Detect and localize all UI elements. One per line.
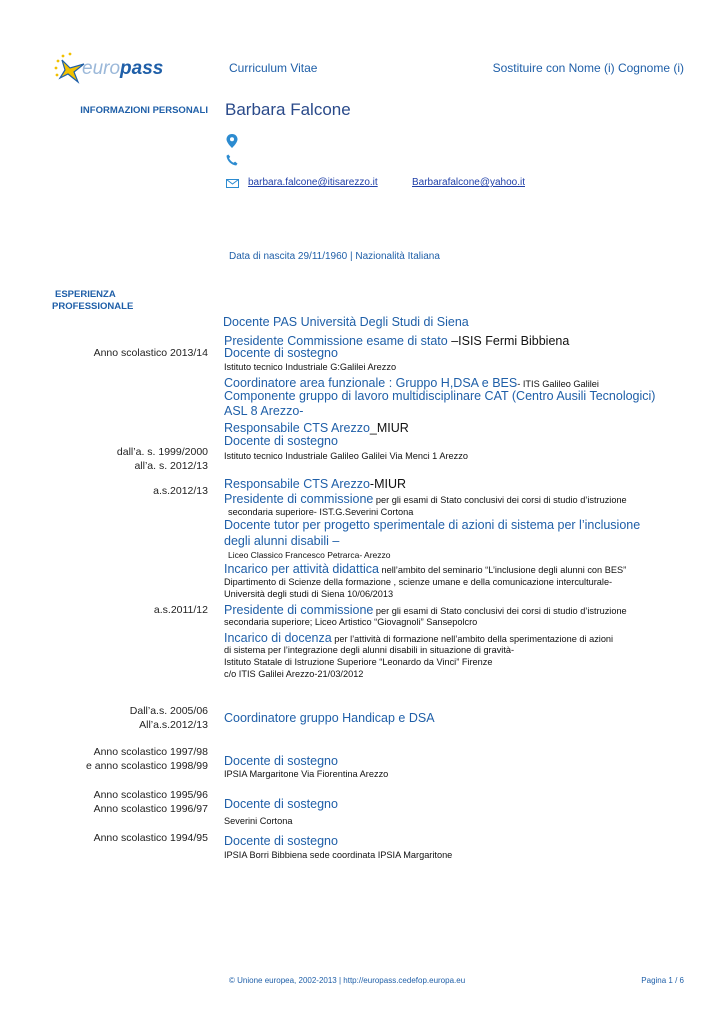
period-label: Anno scolastico 1997/98 <box>93 746 208 758</box>
employer: IPSIA Margaritone Via Fiorentina Arezzo <box>224 769 389 779</box>
employer: c/o ITIS Galilei Arezzo-21/03/2012 <box>224 669 364 679</box>
job-title <box>224 490 627 508</box>
logo-text-euro: euro <box>82 58 121 79</box>
period-label: All’a.s.2012/13 <box>139 719 208 731</box>
period-label: a.s.2011/12 <box>153 604 208 616</box>
employer: Severini Cortona <box>224 816 293 826</box>
period-label: dall’a. s. 1999/2000 <box>116 446 208 458</box>
employer: Istituto Statale di Istruzione Superiore “Leonardo da Vinci” Firenze <box>224 657 493 667</box>
job-title-text: Responsabile CTS Arezzo <box>224 421 370 435</box>
job-desc-text: per l’attività di formazione nell’ambito della sperimentazione di azioni <box>331 634 614 644</box>
email-link-1[interactable]: barbara.falcone@itisarezzo.it <box>248 177 378 188</box>
period-label: all’a. s. 2012/13 <box>134 460 208 472</box>
employer: secondaria superiore; Liceo Artistico “Giovagnoli” Sansepolcro <box>224 617 478 627</box>
job-title-text: Incarico di docenza <box>224 631 332 645</box>
job-title: Docente di sostegno <box>224 434 338 448</box>
job-place-text: _MIUR <box>369 421 409 435</box>
employer: di sistema per l’integrazione degli alunni disabili in situazione di gravità- <box>224 645 515 655</box>
footer-copyright: © Unione europea, 2002-2013 | http://europass.cedefop.europa.eu <box>229 976 466 985</box>
job-title-text: Coordinatore area funzionale : Gruppo H,DSA e BES <box>224 376 518 390</box>
job-title: ASL 8 Arezzo- <box>224 404 304 418</box>
experience-label-1: ESPERIENZA <box>55 289 116 300</box>
period-label: e anno scolastico 1998/99 <box>85 760 208 772</box>
job-title: Docente di sostegno <box>224 834 338 848</box>
period-label: Anno scolastico 2013/14 <box>93 347 208 359</box>
birth-nationality: Data di nascita 29/11/1960 | Nazionalità Italiana <box>229 251 440 262</box>
period-label: Dall’a.s. 2005/06 <box>129 705 208 717</box>
email-icon <box>226 179 239 188</box>
job-desc-text: per gli esami di Stato conclusivi dei corsi di studio d’istruzione <box>373 606 627 616</box>
job-title: Docente tutor per progetto sperimentale di azioni di sistema per l’inclusione <box>224 518 641 532</box>
footer-page-number: Pagina 1 / 6 <box>641 976 684 985</box>
employer: secondaria superiore- IST.G.Severini Cortona <box>228 507 414 517</box>
employer: Istituto tecnico Industriale Galileo Galilei Via Menci 1 Arezzo <box>224 451 468 461</box>
job-place-text: - ITIS Galileo Galilei <box>517 379 599 389</box>
period-label: Anno scolastico 1996/97 <box>93 803 208 815</box>
europass-logo <box>48 50 164 84</box>
name-placeholder: Sostituire con Nome (i) Cognome (i) <box>492 61 684 75</box>
job-title-text: Responsabile CTS Arezzo <box>224 477 370 491</box>
employer: Istituto tecnico Industriale G:Galilei Arezzo <box>224 362 397 372</box>
period-label: a.s.2012/13 <box>153 485 208 497</box>
period-label: Anno scolastico 1995/96 <box>93 789 208 801</box>
phone-icon <box>226 154 238 166</box>
job-title: Docente di sostegno <box>224 754 338 768</box>
job-desc-text: nell’ambito del seminario “L’inclusione degli alunni con BES” <box>378 565 627 575</box>
employer: Liceo Classico Francesco Petrarca- Arezzo <box>228 550 391 560</box>
job-title-text: Incarico per attività didattica <box>224 562 379 576</box>
job-title: Coordinatore gruppo Handicap e DSA <box>224 711 435 725</box>
job-title-text: Presidente Commissione esame di stato <box>224 334 448 348</box>
employer: IPSIA Borri Bibbiena sede coordinata IPSIA Margaritone <box>224 850 453 860</box>
job-title: Docente di sostegno <box>224 346 338 360</box>
job-place-text: -MIUR <box>369 477 407 491</box>
employer: Università degli studi di Siena 10/06/2013 <box>224 589 394 599</box>
job-title-text: Presidente di commissione <box>224 603 374 617</box>
cv-title: Curriculum Vitae <box>229 61 318 75</box>
job-desc-text: per gli esami di Stato conclusivi dei corsi di studio d’istruzione <box>373 495 627 505</box>
job-title: Docente di sostegno <box>224 797 338 811</box>
experience-label-2: PROFESSIONALE <box>52 301 134 312</box>
job-title <box>224 560 626 578</box>
email-link-2[interactable]: Barbarafalcone@yahoo.it <box>412 177 525 188</box>
job-title: Componente gruppo di lavoro multidisciplinare CAT (Centro Ausili Tecnologici) <box>224 389 656 403</box>
job-title: degli alunni disabili – <box>224 534 340 548</box>
person-name: Barbara Falcone <box>225 100 351 119</box>
job-place-text: –ISIS Fermi Bibbiena <box>447 334 570 348</box>
period-label: Anno scolastico 1994/95 <box>93 832 208 844</box>
logo-text-pass: pass <box>120 58 164 79</box>
job-title: Docente PAS Università Degli Studi di Siena <box>223 315 469 329</box>
employer: Dipartimento di Scienze della formazione , scienze umane e della comunicazione interculturale- <box>224 577 613 587</box>
personal-info-label: INFORMAZIONI PERSONALI <box>80 105 208 116</box>
job-title-text: Presidente di commissione <box>224 492 374 506</box>
location-icon <box>226 134 238 148</box>
